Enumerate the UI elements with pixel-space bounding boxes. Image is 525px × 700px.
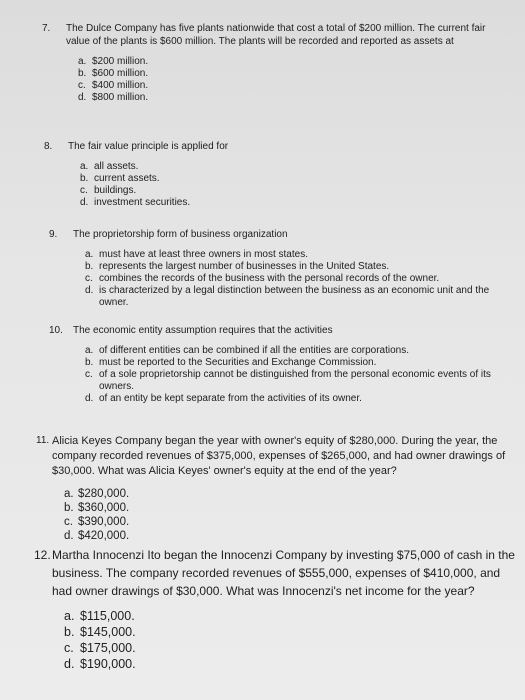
option-letter: b. (78, 68, 87, 79)
option-text: $115,000. (80, 609, 135, 623)
answer-options (73, 249, 503, 309)
option-letter: a. (80, 161, 89, 172)
answer-option[interactable] (64, 487, 507, 501)
answer-options (68, 161, 498, 209)
option-letter: a. (78, 56, 87, 67)
answer-option[interactable] (64, 656, 517, 672)
option-letter: b. (80, 173, 89, 184)
answer-options (66, 56, 506, 104)
answer-options (52, 487, 507, 543)
answer-option[interactable] (64, 515, 507, 529)
option-text: $600 million. (92, 68, 149, 79)
option-letter: d. (85, 393, 94, 404)
option-text: $200 million. (92, 56, 149, 67)
option-letter: c. (78, 80, 86, 91)
answer-option[interactable] (85, 249, 503, 261)
option-letter: a. (85, 249, 94, 260)
answer-option[interactable] (85, 273, 503, 285)
option-text: $800 million. (92, 92, 149, 103)
option-text: $145,000. (80, 625, 136, 639)
question-stem: Alicia Keyes Company began the year with owner's equity of $280,000. During the year, the company recorded revenues of $375,000, expenses of $265,000, and had owner drawings of $30,000. What was Alicia Keyes' owner's equity at the end of the year? (52, 435, 506, 477)
option-text: combines the records of the business with the personal records of the owner. (99, 273, 440, 284)
answer-option[interactable] (78, 56, 506, 68)
option-letter: c. (64, 641, 74, 655)
option-text: $190,000. (80, 657, 136, 671)
question-number: 7. (42, 23, 51, 34)
option-letter: d. (80, 197, 89, 208)
question-number: 8. (44, 141, 53, 152)
option-text: must be reported to the Securities and Exchange Commission. (99, 357, 377, 368)
answer-option[interactable] (78, 68, 506, 80)
answer-option[interactable] (64, 640, 517, 656)
option-letter: c. (85, 369, 93, 380)
option-text: buildings. (94, 185, 137, 196)
option-letter: a. (64, 609, 75, 623)
question-number: 9. (49, 229, 58, 240)
question-8 (44, 140, 498, 209)
question-number: 10. (49, 325, 63, 336)
question-stem: The economic entity assumption requires that the activities (73, 325, 333, 336)
answer-option[interactable] (64, 608, 517, 624)
question-stem: The Dulce Company has five plants nationwide that cost a total of $200 million. The current fair value of the plants is $600 million. The plants will be recorded and reported as assets at (66, 23, 486, 47)
question-10 (49, 324, 503, 405)
option-text: $390,000. (78, 516, 130, 528)
answer-option[interactable] (80, 161, 498, 173)
option-letter: c. (64, 516, 73, 528)
question-9 (49, 228, 503, 309)
question-11 (36, 434, 507, 543)
option-text: investment securities. (94, 197, 191, 208)
answer-option[interactable] (78, 92, 506, 104)
option-letter: c. (80, 185, 88, 196)
question-number: 11. (36, 435, 50, 446)
question-7 (42, 22, 506, 104)
answer-option[interactable] (64, 501, 507, 515)
option-text: must have at least three owners in most states. (99, 249, 308, 260)
option-text: is characterized by a legal distinction between the business as an economic unit and the owner. (99, 285, 490, 308)
answer-option[interactable] (85, 261, 503, 273)
option-text: current assets. (94, 173, 160, 184)
option-letter: b. (85, 261, 94, 272)
option-letter: d. (78, 92, 87, 103)
answer-option[interactable] (80, 197, 498, 209)
question-stem: Martha Innocenzi Ito began the Innocenzi Company by investing $75,000 of cash in the business. The company recorded revenues of $555,000, expenses of $410,000, and had owner drawings of $30,000. What was Innocenzi's net income for the year? (52, 548, 515, 598)
question-number: 12. (34, 548, 51, 562)
answer-option[interactable] (85, 393, 503, 405)
option-text: of a sole proprietorship cannot be distinguished from the personal economic events of its owners. (99, 369, 491, 392)
answer-option[interactable] (80, 173, 498, 185)
option-text: $175,000. (80, 641, 136, 655)
option-letter: a. (64, 488, 74, 500)
answer-option[interactable] (85, 369, 503, 393)
option-text: $400 million. (92, 80, 149, 91)
option-letter: c. (85, 273, 93, 284)
question-12 (34, 546, 517, 672)
option-text: represents the largest number of businesses in the United States. (99, 261, 390, 272)
option-text: of different entities can be combined if all the entities are corporations. (99, 345, 409, 356)
option-letter: d. (85, 285, 94, 296)
option-letter: d. (64, 657, 75, 671)
answer-option[interactable] (64, 624, 517, 640)
answer-option[interactable] (80, 185, 498, 197)
answer-option[interactable] (85, 345, 503, 357)
option-letter: b. (85, 357, 94, 368)
answer-option[interactable] (85, 285, 503, 309)
option-text: $420,000. (78, 530, 130, 542)
option-text: of an entity be kept separate from the activities of its owner. (99, 393, 362, 404)
answer-option[interactable] (64, 529, 507, 543)
answer-options (52, 608, 517, 672)
question-stem: The fair value principle is applied for (68, 141, 229, 152)
answer-option[interactable] (85, 357, 503, 369)
option-letter: b. (64, 502, 74, 514)
option-text: $360,000. (78, 502, 130, 514)
answer-options (73, 345, 503, 405)
answer-option[interactable] (78, 80, 506, 92)
option-letter: d. (64, 530, 74, 542)
option-letter: a. (85, 345, 94, 356)
option-text: all assets. (94, 161, 139, 172)
question-stem: The proprietorship form of business organization (73, 229, 288, 240)
option-text: $280,000. (78, 488, 130, 500)
option-letter: b. (64, 625, 75, 639)
